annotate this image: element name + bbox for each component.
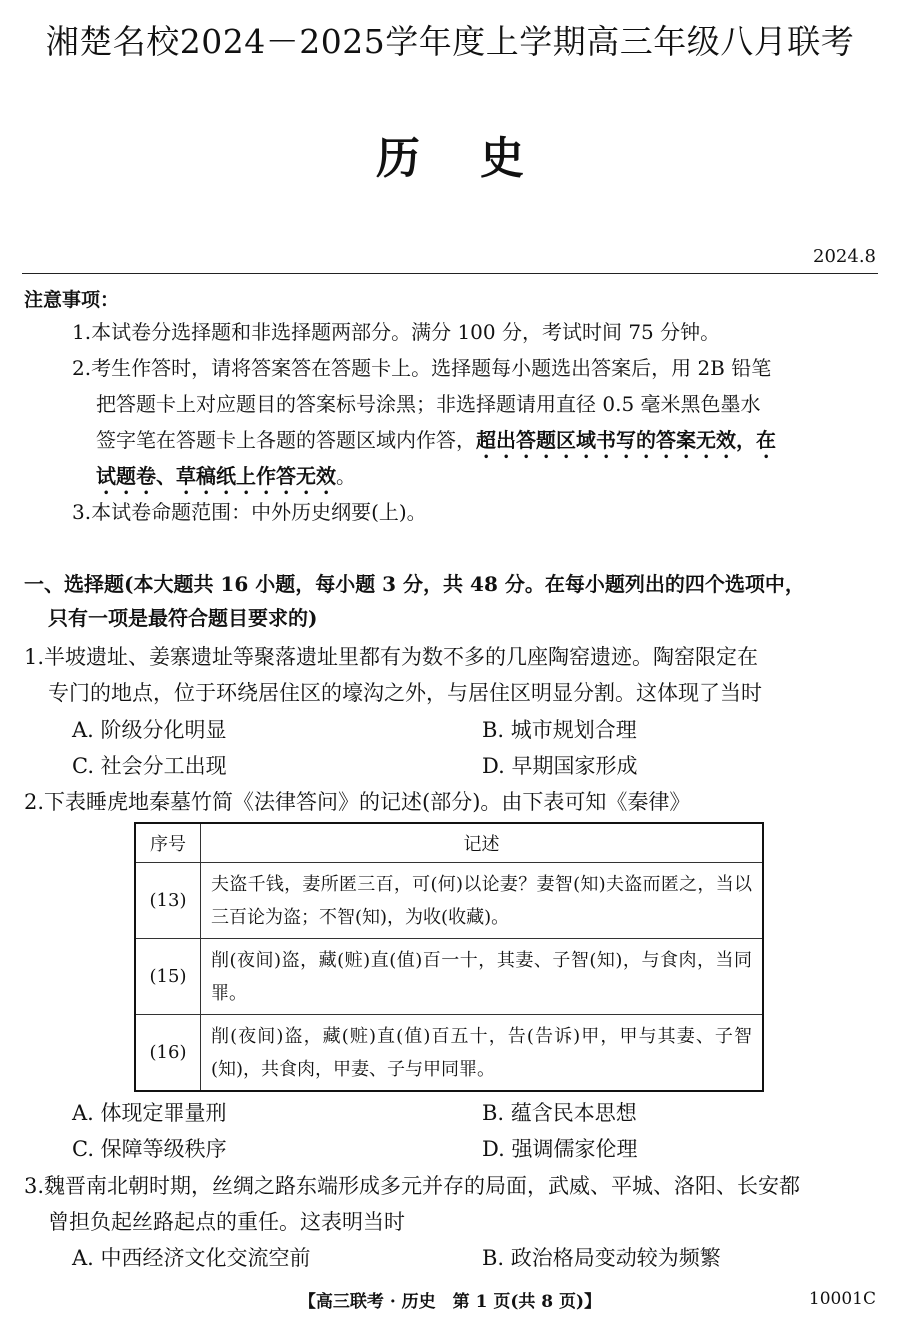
table-row xyxy=(135,939,763,1015)
q1-stem-line-2: 专门的地点，位于环绕居住区的壕沟之外，与居住区明显分割。这体现了当时 xyxy=(48,681,762,705)
exam-date: 2024.8 xyxy=(813,246,876,267)
notice-item-2-end: 。 xyxy=(336,464,356,488)
table-header-row xyxy=(135,823,763,863)
table-row xyxy=(135,1015,763,1092)
section-heading-line-2: 只有一项是最符合题目要求的) xyxy=(48,606,318,630)
notice-item-2-line-2: 把答题卡上对应题目的答案标号涂黑；非选择题请用直径 0.5 毫米黑色墨水 xyxy=(96,392,761,416)
page-footer: 【高三联考 · 历史 第 1 页(共 8 页)】 xyxy=(298,1292,602,1312)
row-record: 削(夜间)盗，藏(赃)直(值)百五十，告(告诉)甲，甲与其妻、子智(知)，共食肉，甲妻、子与甲同罪。 xyxy=(201,1015,764,1092)
section-heading-line-1: 一、选择题(本大题共 16 小题，每小题 3 分，共 48 分。在每小题列出的四个选项中， xyxy=(24,572,805,596)
col-header-record: 记述 xyxy=(201,823,764,863)
q1-option-d[interactable]: D. 早期国家形成 xyxy=(482,754,638,778)
q1-stem-line-1: 1.半坡遗址、姜寨遗址等聚落遗址里都有为数不多的几座陶窑遗迹。陶窑限定在 xyxy=(24,645,759,669)
row-record: 削(夜间)盗，藏(赃)直(值)百一十，其妻、子智(知)，与食肉，当同罪。 xyxy=(201,939,764,1015)
notice-item-2-emphasis: 超出答题区域书写的答案无效，在 xyxy=(476,428,776,452)
q2-option-a[interactable]: A. 体现定罪量刑 xyxy=(72,1101,227,1125)
q3-option-b[interactable]: B. 政治格局变动较为频繁 xyxy=(482,1246,721,1270)
subject-title: 历史 xyxy=(376,133,584,184)
row-number: (13) xyxy=(135,863,201,939)
q1-option-b[interactable]: B. 城市规划合理 xyxy=(482,718,637,742)
notice-item-2-plain: 签字笔在答题卡上各题的答题区域内作答， xyxy=(96,428,476,452)
row-number: (16) xyxy=(135,1015,201,1092)
notice-heading: 注意事项： xyxy=(24,289,120,311)
q1-option-c[interactable]: C. 社会分工出现 xyxy=(72,754,227,778)
q2-option-c[interactable]: C. 保障等级秩序 xyxy=(72,1137,227,1161)
notice-item-2-emphasis-cont: 试题卷、草稿纸上作答无效 xyxy=(96,464,336,488)
paper-code: 10001C xyxy=(808,1289,876,1309)
exam-title: 湘楚名校2024－2025学年度上学期高三年级八月联考 xyxy=(45,22,855,61)
header-divider xyxy=(22,273,878,274)
q3-stem-line-1: 3.魏晋南北朝时期，丝绸之路东端形成多元并存的局面，武威、平城、洛阳、长安都 xyxy=(24,1174,801,1198)
table-row xyxy=(135,863,763,939)
notice-item-2-line-1: 2.考生作答时，请将答案答在答题卡上。选择题每小题选出答案后，用 2B 铅笔 xyxy=(72,356,772,380)
notice-item-1: 1.本试卷分选择题和非选择题两部分。满分 100 分，考试时间 75 分钟。 xyxy=(72,320,721,344)
row-record: 夫盗千钱，妻所匿三百，可(何)以论妻？妻智(知)夫盗而匿之，当以三百论为盗；不智(知)，为收(收藏)。 xyxy=(201,863,764,939)
col-header-number: 序号 xyxy=(135,823,201,863)
q1-option-a[interactable]: A. 阶级分化明显 xyxy=(72,718,227,742)
qin-law-records-table xyxy=(134,822,764,1092)
q2-option-d[interactable]: D. 强调儒家伦理 xyxy=(482,1137,638,1161)
q3-option-a[interactable]: A. 中西经济文化交流空前 xyxy=(72,1246,311,1270)
q2-option-b[interactable]: B. 蕴含民本思想 xyxy=(482,1101,637,1125)
row-number: (15) xyxy=(135,939,201,1015)
notice-item-2-line-4 xyxy=(96,460,356,499)
notice-item-2-line-3 xyxy=(96,424,776,463)
q2-stem: 2.下表睡虎地秦墓竹简《法律答问》的记述(部分)。由下表可知《秦律》 xyxy=(24,790,691,814)
q3-stem-line-2: 曾担负起丝路起点的重任。这表明当时 xyxy=(48,1210,405,1234)
notice-item-3: 3.本试卷命题范围：中外历史纲要(上)。 xyxy=(72,500,427,524)
